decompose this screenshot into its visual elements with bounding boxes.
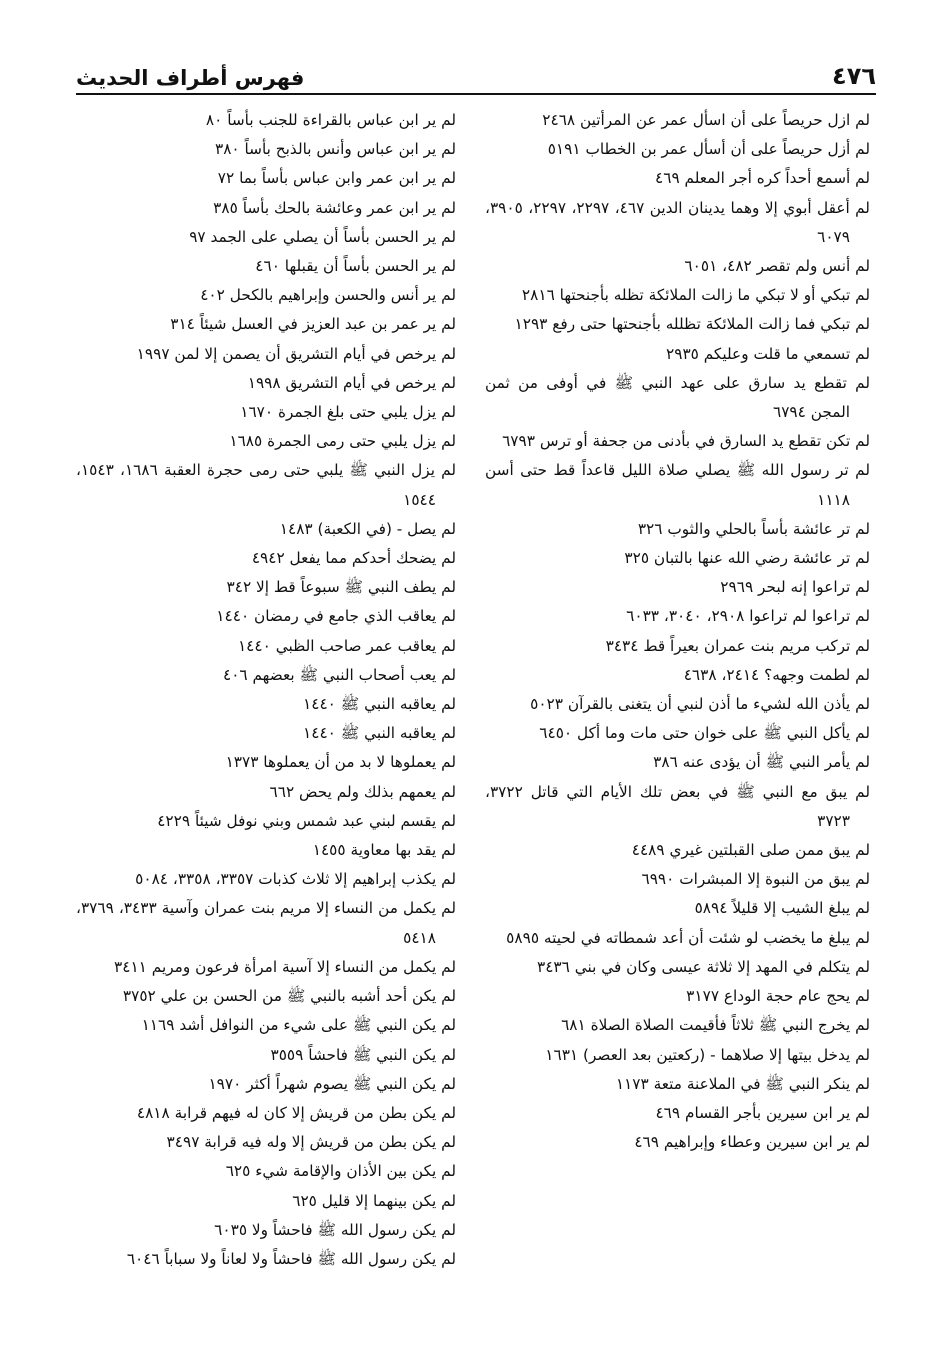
- index-entry: لم تكن تقطع يد السارق في بأدنى من جحفة أو ترس ٦٧٩٣: [502, 432, 870, 451]
- index-entry: لم يكن بينهما إلا قليل ٦٢٥: [292, 1191, 456, 1210]
- index-entry: لم يرخص في أيام التشريق ١٩٩٨: [247, 373, 456, 392]
- index-entry: لم يكذب إبراهيم إلا ثلاث كذبات ٣٣٥٧، ٣٣٥٨، ٥٠٨٤: [135, 870, 456, 889]
- index-entry: لم يعاقب الذي جامع في رمضان ١٤٤٠: [216, 607, 456, 626]
- index-entry: لم ير ابن عمر وعائشة بالحك بأساً ٣٨٥: [213, 198, 456, 217]
- index-entry: لم يعاقبه النبي ﷺ ١٤٤٠: [303, 695, 456, 714]
- index-entry: لم تر عائشة بأساً بالحلي والثوب ٣٢٦: [637, 519, 870, 538]
- index-entry: لم يكن رسول الله ﷺ فاحشاً ولا ٦٠٣٥: [214, 1220, 456, 1239]
- index-entry: لم يكمل من النساء إلا مريم بنت عمران وآسية ٣٤٣٣، ٣٧٦٩، ٥٤١٨: [76, 899, 456, 947]
- index-entry: لم يبق من النبوة إلا المبشرات ٦٩٩٠: [641, 870, 870, 889]
- index-entry: لم لطمت وجهه؟ ٢٤١٤، ٤٦٣٨: [683, 665, 870, 684]
- index-entry: لم تر عائشة رضي الله عنها بالتبان ٣٢٥: [624, 549, 870, 568]
- index-entry: لم يزل النبي ﷺ يلبي حتى رمى حجرة العقبة ١٦٨٦، ١٥٤٣، ١٥٤٤: [76, 461, 456, 509]
- index-entry: لم يعمهم بذلك ولم يحض ٦٦٢: [269, 782, 456, 801]
- index-entry: لم يأكل النبي ﷺ على خوان حتى مات وما أكل ٦٤٥٠: [539, 724, 870, 743]
- index-entry: لم يأذن الله لشيء ما أذن لنبي أن يتغنى بالقرآن ٥٠٢٣: [530, 695, 870, 714]
- index-entry: لم تسمعي ما قلت وعليكم ٢٩٣٥: [666, 344, 870, 363]
- index-entry: لم ير ابن عمر وابن عباس بأساً بما ٧٢: [217, 169, 456, 188]
- page-title: فهرس أطراف الحديث: [76, 66, 305, 90]
- index-entry: لم ير عمر بن عبد العزيز في العسل شيئاً ٣١٤: [170, 315, 456, 334]
- index-entry: لم يعملوها لا بد من أن يعملوها ١٣٧٣: [225, 753, 456, 772]
- index-entry: لم تقطع يد سارق على عهد النبي ﷺ في أوفى من ثمن المجن ٦٧٩٤: [485, 373, 870, 422]
- index-entry: لم يقد بها معاوية ١٤٥٥: [312, 841, 456, 860]
- index-entry: لم ير ابن عباس بالقراءة للجنب بأساً ٨٠: [205, 111, 456, 129]
- index-entry: لم تركب مريم بنت عمران بعيراً قط ٣٤٣٤: [605, 636, 870, 655]
- right-column: [485, 106, 870, 1157]
- index-entry: لم يبق ممن صلى القبلتين غيري ٤٤٨٩: [631, 841, 870, 860]
- index-entry: لم يبلغ الشيب إلا قليلاً ٥٨٩٤: [694, 899, 870, 918]
- index-entry: لم يبلغ ما يخضب لو شئت أن أعد شمطاته في لحيته ٥٨٩٥: [506, 928, 870, 947]
- index-entry: لم يكمل من النساء إلا آسية امرأة فرعون ومريم ٣٤١١: [114, 957, 456, 976]
- index-entry: لم يعب أصحاب النبي ﷺ بعضهم ٤٠٦: [222, 665, 456, 684]
- index-entry: لم يبق مع النبي ﷺ في بعض تلك الأيام التي قاتل ٣٧٢٢، ٣٧٢٣: [485, 782, 870, 830]
- page-number: ٤٧٦: [832, 62, 876, 90]
- index-entry: لم يكن بطن من قريش إلا وله فيه قرابة ٣٤٩٧: [166, 1133, 456, 1152]
- index-entry: لم يكن رسول الله ﷺ فاحشاً ولا لعاناً ولا سباباً ٦٠٤٦: [126, 1249, 456, 1268]
- index-entry: لم يعاقب عمر صاحب الظبي ١٤٤٠: [237, 636, 456, 655]
- index-entry: لم ير ابن سيرين بأجر القسام ٤٦٩: [655, 1103, 870, 1122]
- index-entry: لم يدخل بيتها إلا صلاهما - (ركعتين بعد العصر) ١٦٣١: [545, 1045, 870, 1064]
- index-entry: لم يعاقبه النبي ﷺ ١٤٤٠: [303, 724, 456, 743]
- index-entry: لم ير الحسن بأساً أن يصلي على الجمد ٩٧: [189, 227, 456, 246]
- index-entry: لم يخرج النبي ﷺ ثلاثاً فأقيمت الصلاة الصلاة ٦٨١: [561, 1016, 870, 1035]
- left-column: [76, 106, 456, 1274]
- index-entry: لم ير أنس والحسن وإبراهيم بالكحل ٤٠٢: [200, 286, 456, 305]
- index-entry: لم ينكر النبي ﷺ في الملاعنة متعة ١١٧٣: [615, 1074, 870, 1093]
- index-entry: لم أسمع أحداً كره أجر المعلم ٤٦٩: [655, 169, 870, 188]
- index-entry: لم يرخص في أيام التشريق أن يصمن إلا لمن ١٩٩٧: [136, 344, 456, 363]
- index-entry: لم أزل حريصاً على أن أسأل عمر بن الخطاب ٥١٩١: [547, 140, 870, 159]
- index-entry: لم تبكي أو لا تبكي ما زالت الملائكة تظله بأجنحتها ٢٨١٦: [521, 286, 870, 305]
- index-entry: لم أعقل أبوي إلا وهما يدينان الدين ٤٦٧، ٢٢٩٧، ٢٢٩٧، ٣٩٠٥، ٦٠٧٩: [485, 198, 870, 246]
- index-entry: لم يكن النبي ﷺ على شيء من النوافل أشد ١١٦٩: [141, 1016, 456, 1035]
- index-entry: لم يطف النبي ﷺ سبوعاً قط إلا ٣٤٢: [226, 578, 456, 597]
- page-header: [76, 56, 876, 90]
- index-entry: لم ازل حريصاً على أن اسأل عمر عن المرأتين ٢٤٦٨: [542, 111, 870, 129]
- header-rule: [76, 93, 876, 95]
- index-entry: لم يكن النبي ﷺ فاحشاً ٣٥٥٩: [270, 1045, 456, 1064]
- index-entry: لم يضحك أحدكم مما يفعل ٤٩٤٢: [251, 549, 456, 568]
- index-entry: لم يحج عام حجة الوداع ٣١٧٧: [686, 987, 870, 1006]
- index-entry: لم يقسم لبني عبد شمس وبني نوفل شيئاً ٤٢٢٩: [157, 811, 456, 830]
- index-entry: لم أنس ولم تقصر ٤٨٢، ٦٠٥١: [684, 257, 870, 276]
- index-entry: لم يزل يلبي حتى رمى الجمرة ١٦٨٥: [229, 432, 456, 451]
- index-entry: لم تر رسول الله ﷺ يصلي صلاة الليل قاعداً قط حتى أسن ١١١٨: [485, 461, 870, 509]
- index-entry: لم تبكي فما زالت الملائكة تظلله بأجنحتها حتى رفع ١٢٩٣: [514, 315, 870, 334]
- index-entry: لم ير الحسن بأساً أن يقبلها ٤٦٠: [255, 257, 456, 276]
- index-entry: لم ير ابن سيرين وعطاء وإبراهيم ٤٦٩: [634, 1133, 870, 1152]
- index-entry: لم يكن النبي ﷺ يصوم شهراً أكثر ١٩٧٠: [208, 1074, 456, 1093]
- index-entry: لم يكن أحد أشبه بالنبي ﷺ من الحسن بن علي ٣٧٥٢: [122, 987, 456, 1006]
- index-entry: لم يأمر النبي ﷺ أن يؤدى عنه ٣٨٦: [653, 753, 870, 772]
- index-entry: لم يكن بطن من قريش إلا كان له فيهم قرابة ٤٨١٨: [136, 1103, 456, 1122]
- index-entry: لم ير ابن عباس وأنس بالذبح بأساً ٣٨٠: [215, 140, 456, 159]
- index-entry: لم يكن بين الأذان والإقامة شيء ٦٢٥: [225, 1162, 456, 1181]
- index-entry: لم تراعوا لم تراعوا ٢٩٠٨، ٣٠٤٠، ٦٠٣٣: [626, 607, 870, 626]
- index-entry: لم يزل يلبي حتى بلغ الجمرة ١٦٧٠: [240, 403, 456, 422]
- index-entry: لم يصل - (في الكعبة) ١٤٨٣: [279, 519, 456, 538]
- index-entry: لم يتكلم في المهد إلا ثلاثة عيسى وكان في بني ٣٤٣٦: [536, 957, 870, 976]
- index-entry: لم تراعوا إنه لبحر ٢٩٦٩: [720, 578, 870, 597]
